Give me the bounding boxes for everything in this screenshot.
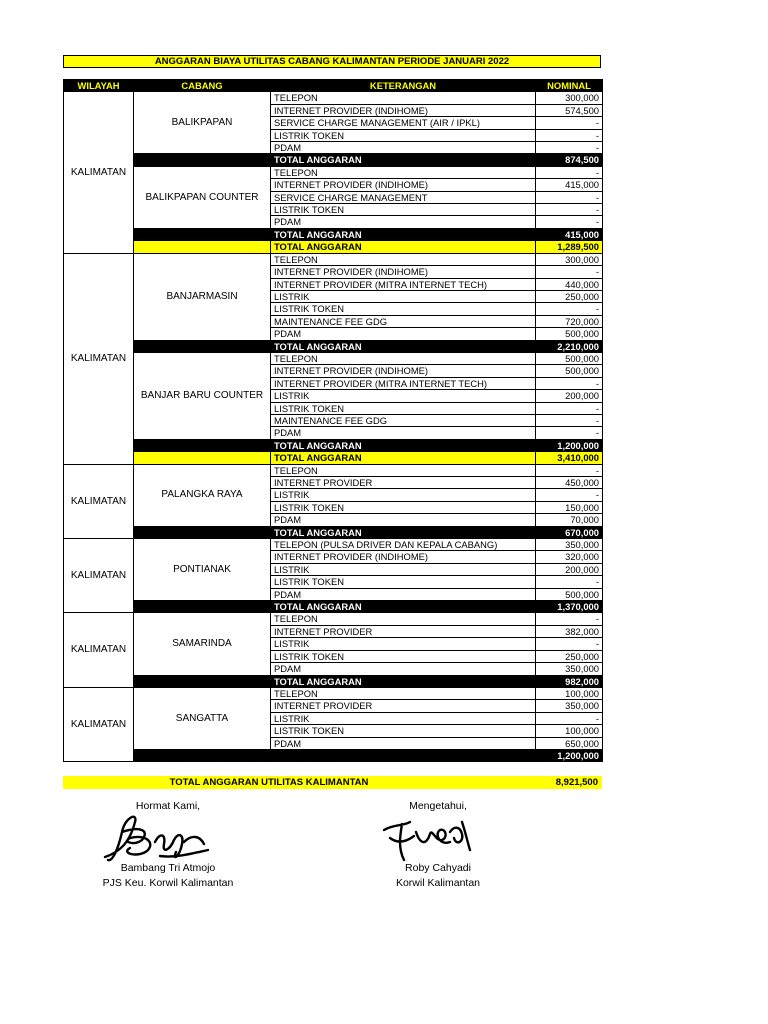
nominal-cell: - (536, 204, 603, 216)
nominal-cell: 350,000 (536, 663, 603, 675)
document-title: ANGGARAN BIAYA UTILITAS CABANG KALIMANTAN PERIODE JANUARI 2022 (63, 55, 601, 68)
description-cell: MAINTENANCE FEE GDG (271, 315, 536, 327)
region-cell: KALIMATAN (64, 253, 134, 464)
description-cell: PDAM (271, 737, 536, 749)
region-cell: KALIMATAN (64, 92, 134, 253)
table-row (64, 687, 603, 699)
branch-cell: BALIKPAPAN COUNTER (134, 166, 271, 228)
nominal-cell: - (536, 427, 603, 439)
description-cell: INTERNET PROVIDER (MITRA INTERNET TECH) (271, 377, 536, 389)
description-cell: TELEPON (271, 253, 536, 265)
group-total-blank (134, 452, 271, 464)
branch-cell: BANJAR BARU COUNTER (134, 352, 271, 439)
nominal-cell: - (536, 613, 603, 625)
table-row (64, 613, 603, 625)
nominal-cell: 650,000 (536, 737, 603, 749)
description-cell: TELEPON (271, 352, 536, 364)
description-cell: LISTRIK TOKEN (271, 204, 536, 216)
signature-left-role: PJS Keu. Korwil Kalimantan (102, 877, 234, 889)
nominal-cell: - (536, 191, 603, 203)
table-row (64, 352, 603, 364)
description-cell: PDAM (271, 216, 536, 228)
table-row (64, 253, 603, 265)
description-cell: PDAM (271, 663, 536, 675)
nominal-cell: - (536, 142, 603, 154)
description-cell: PDAM (271, 588, 536, 600)
nominal-cell: 100,000 (536, 687, 603, 699)
header-wilayah: WILAYAH (64, 80, 134, 92)
nominal-cell: 300,000 (536, 253, 603, 265)
group-total-label: TOTAL ANGGARAN (271, 452, 536, 464)
branch-cell: SANGATTA (134, 687, 271, 749)
nominal-cell: - (536, 464, 603, 476)
description-cell: LISTRIK (271, 638, 536, 650)
branch-total-row (64, 228, 603, 240)
table-row (64, 166, 603, 178)
branch-cell: BALIKPAPAN (134, 92, 271, 154)
budget-table-body (64, 92, 603, 762)
branch-total-blank (134, 675, 271, 687)
region-cell: KALIMATAN (64, 464, 134, 538)
description-cell: TELEPON (271, 166, 536, 178)
branch-cell: PONTIANAK (134, 539, 271, 601)
description-cell: INTERNET PROVIDER (INDIHOME) (271, 551, 536, 563)
budget-table (63, 79, 603, 762)
nominal-cell: 320,000 (536, 551, 603, 563)
region-cell: KALIMATAN (64, 687, 134, 761)
group-total-value: 1,289,500 (536, 241, 603, 253)
table-row (64, 92, 603, 104)
description-cell: SERVICE CHARGE MANAGEMENT (AIR / IPKL) (271, 117, 536, 129)
group-total-value: 3,410,000 (536, 452, 603, 464)
nominal-cell: 200,000 (536, 563, 603, 575)
nominal-cell: 450,000 (536, 477, 603, 489)
branch-total-label: TOTAL ANGGARAN (271, 675, 536, 687)
grand-total-label: TOTAL ANGGARAN UTILITAS KALIMANTAN (169, 777, 369, 788)
branch-total-value: 1,200,000 (536, 749, 603, 761)
branch-total-blank (134, 340, 271, 352)
branch-cell: SAMARINDA (134, 613, 271, 675)
nominal-cell: - (536, 216, 603, 228)
description-cell: INTERNET PROVIDER (INDIHOME) (271, 266, 536, 278)
table-row (64, 464, 603, 476)
nominal-cell: - (536, 129, 603, 141)
nominal-cell: 300,000 (536, 92, 603, 104)
nominal-cell: 440,000 (536, 278, 603, 290)
signature-right-details (368, 862, 508, 889)
nominal-cell: 350,000 (536, 700, 603, 712)
header-cabang: CABANG (134, 80, 271, 92)
description-cell: LISTRIK TOKEN (271, 650, 536, 662)
nominal-cell: 150,000 (536, 501, 603, 513)
signature-block-left (98, 800, 238, 812)
signature-left-details (98, 862, 238, 889)
nominal-cell: 250,000 (536, 290, 603, 302)
branch-total-label: TOTAL ANGGARAN (271, 526, 536, 538)
description-cell: PDAM (271, 328, 536, 340)
branch-total-row (64, 340, 603, 352)
description-cell: PDAM (271, 142, 536, 154)
branch-total-value: 670,000 (536, 526, 603, 538)
description-cell: TELEPON (271, 92, 536, 104)
nominal-cell: - (536, 489, 603, 501)
nominal-cell: - (536, 117, 603, 129)
nominal-cell: 350,000 (536, 539, 603, 551)
description-cell: TELEPON (PULSA DRIVER DAN KEPALA CABANG) (271, 539, 536, 551)
description-cell: TELEPON (271, 687, 536, 699)
description-cell: PDAM (271, 514, 536, 526)
description-cell: LISTRIK TOKEN (271, 303, 536, 315)
header-nominal: NOMINAL (536, 80, 603, 92)
branch-total-row (64, 154, 603, 166)
nominal-cell: 500,000 (536, 328, 603, 340)
branch-total-label: TOTAL ANGGARAN (271, 439, 536, 451)
grand-total-value: 8,921,500 (555, 777, 598, 788)
signature-left-name: Bambang Tri Atmojo (120, 862, 216, 874)
branch-total-blank (134, 601, 271, 613)
signature-left-heading: Hormat Kami, (135, 800, 201, 812)
description-cell: LISTRIK TOKEN (271, 576, 536, 588)
branch-total-blank (134, 749, 271, 761)
branch-total-blank (134, 439, 271, 451)
branch-cell: PALANGKA RAYA (134, 464, 271, 526)
branch-total-label: TOTAL ANGGARAN (271, 340, 536, 352)
branch-total-label: TOTAL ANGGARAN (271, 228, 536, 240)
branch-total-value: 982,000 (536, 675, 603, 687)
branch-total-value: 874,500 (536, 154, 603, 166)
description-cell: INTERNET PROVIDER (271, 700, 536, 712)
branch-total-row (64, 439, 603, 451)
branch-total-value: 415,000 (536, 228, 603, 240)
nominal-cell: 500,000 (536, 588, 603, 600)
nominal-cell: 70,000 (536, 514, 603, 526)
description-cell: LISTRIK (271, 390, 536, 402)
nominal-cell: 574,500 (536, 104, 603, 116)
nominal-cell: - (536, 266, 603, 278)
group-total-row (64, 452, 603, 464)
branch-total-label: TOTAL ANGGARAN (271, 154, 536, 166)
description-cell: INTERNET PROVIDER (MITRA INTERNET TECH) (271, 278, 536, 290)
signature-block-right (368, 800, 508, 812)
branch-cell: BANJARMASIN (134, 253, 271, 340)
signature-right-name: Roby Cahyadi (405, 862, 471, 874)
description-cell: LISTRIK TOKEN (271, 501, 536, 513)
nominal-cell: - (536, 377, 603, 389)
nominal-cell: - (536, 166, 603, 178)
table-header-row (64, 80, 603, 92)
signature-left-scribble (100, 812, 215, 867)
branch-total-blank (134, 228, 271, 240)
description-cell: INTERNET PROVIDER (INDIHOME) (271, 104, 536, 116)
group-total-blank (134, 241, 271, 253)
nominal-cell: 720,000 (536, 315, 603, 327)
description-cell: LISTRIK (271, 290, 536, 302)
branch-total-blank (134, 526, 271, 538)
description-cell: LISTRIK (271, 563, 536, 575)
region-cell: KALIMATAN (64, 539, 134, 613)
nominal-cell: 200,000 (536, 390, 603, 402)
group-total-label: TOTAL ANGGARAN (271, 241, 536, 253)
nominal-cell: 382,000 (536, 625, 603, 637)
branch-total-row (64, 749, 603, 761)
header-keterangan: KETERANGAN (271, 80, 536, 92)
description-cell: INTERNET PROVIDER (271, 477, 536, 489)
nominal-cell: - (536, 414, 603, 426)
description-cell: TELEPON (271, 464, 536, 476)
description-cell: MAINTENANCE FEE GDG (271, 414, 536, 426)
description-cell: SERVICE CHARGE MANAGEMENT (271, 191, 536, 203)
description-cell: LISTRIK (271, 712, 536, 724)
group-total-row (64, 241, 603, 253)
branch-total-row (64, 675, 603, 687)
nominal-cell: - (536, 402, 603, 414)
nominal-cell: 500,000 (536, 365, 603, 377)
description-cell: PDAM (271, 427, 536, 439)
branch-total-row (64, 601, 603, 613)
branch-total-row (64, 526, 603, 538)
branch-total-label (271, 749, 536, 761)
branch-total-value: 1,200,000 (536, 439, 603, 451)
nominal-cell: - (536, 576, 603, 588)
description-cell: LISTRIK (271, 489, 536, 501)
description-cell: INTERNET PROVIDER (271, 625, 536, 637)
description-cell: INTERNET PROVIDER (INDIHOME) (271, 179, 536, 191)
nominal-cell: - (536, 638, 603, 650)
branch-total-blank (134, 154, 271, 166)
table-row (64, 539, 603, 551)
signature-right-scribble (380, 812, 475, 867)
description-cell: LISTRIK TOKEN (271, 129, 536, 141)
nominal-cell: 415,000 (536, 179, 603, 191)
nominal-cell: 250,000 (536, 650, 603, 662)
branch-total-label: TOTAL ANGGARAN (271, 601, 536, 613)
grand-total-bar (63, 776, 602, 789)
branch-total-value: 2,210,000 (536, 340, 603, 352)
nominal-cell: 100,000 (536, 725, 603, 737)
description-cell: LISTRIK TOKEN (271, 725, 536, 737)
signature-right-heading: Mengetahui, (409, 800, 467, 812)
description-cell: TELEPON (271, 613, 536, 625)
region-cell: KALIMATAN (64, 613, 134, 687)
description-cell: INTERNET PROVIDER (INDIHOME) (271, 365, 536, 377)
nominal-cell: 500,000 (536, 352, 603, 364)
description-cell: LISTRIK TOKEN (271, 402, 536, 414)
nominal-cell: - (536, 712, 603, 724)
signature-right-role: Korwil Kalimantan (395, 877, 481, 889)
nominal-cell: - (536, 303, 603, 315)
branch-total-value: 1,370,000 (536, 601, 603, 613)
